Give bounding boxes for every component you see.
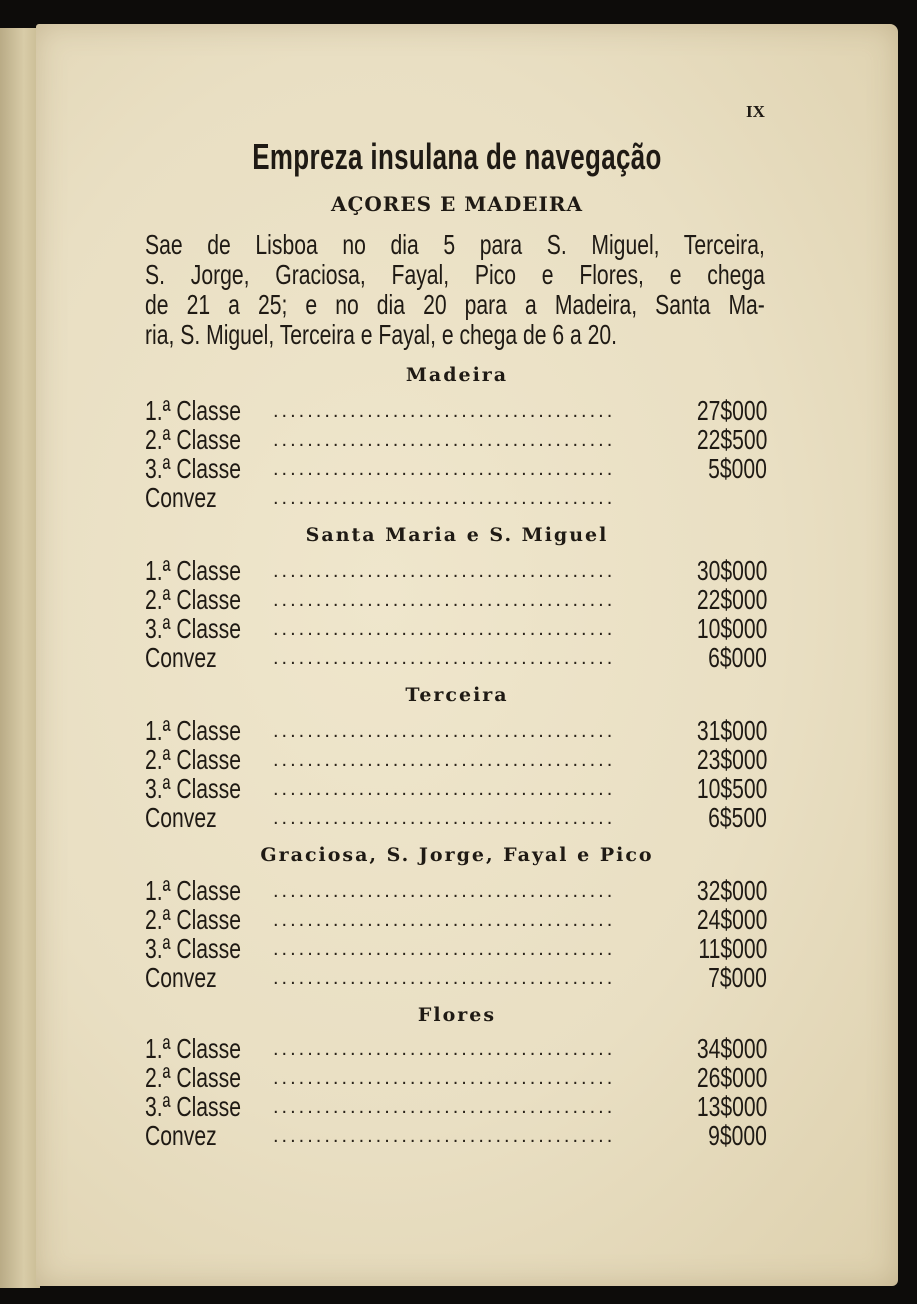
dot-leader: ........................................ xyxy=(273,429,616,451)
dot-leader: ........................................ xyxy=(273,1125,616,1147)
fare-row xyxy=(145,483,767,513)
fare-class-label: 2.ª Classe xyxy=(145,744,241,775)
dot-leader: ........................................ xyxy=(273,560,616,582)
document-page xyxy=(36,24,898,1286)
intro-paragraph xyxy=(145,230,765,350)
fare-class-label: 3.ª Classe xyxy=(145,1091,241,1122)
fare-row xyxy=(145,614,767,644)
fare-price: 31$000 xyxy=(696,715,767,746)
fare-price: 13$000 xyxy=(696,1091,767,1122)
fare-row xyxy=(145,396,767,426)
fare-class-label: 2.ª Classe xyxy=(145,1062,241,1093)
dot-leader: ........................................ xyxy=(273,400,616,422)
fare-row xyxy=(145,934,767,964)
fare-row xyxy=(145,905,767,935)
fare-class-label: Convez xyxy=(145,802,217,833)
page-title: Empreza insulana de navegação xyxy=(252,136,662,177)
fare-price: 22$000 xyxy=(696,584,767,615)
fare-price: 11$000 xyxy=(698,933,767,964)
fare-class-label: 2.ª Classe xyxy=(145,904,241,935)
fare-row xyxy=(145,1034,767,1064)
dot-leader: ........................................ xyxy=(273,778,616,800)
dot-leader: ........................................ xyxy=(273,807,616,829)
fare-price: 10$500 xyxy=(696,773,767,804)
fare-price: 26$000 xyxy=(696,1062,767,1093)
dot-leader: ........................................ xyxy=(273,967,616,989)
fare-class-label: 1.ª Classe xyxy=(145,875,241,906)
fare-row xyxy=(145,454,767,484)
fare-row xyxy=(145,643,767,673)
fare-price: 30$000 xyxy=(696,555,767,586)
dot-leader: ........................................ xyxy=(273,1096,616,1118)
fare-row xyxy=(145,745,767,775)
fare-class-label: 2.ª Classe xyxy=(145,584,241,615)
dot-leader: ........................................ xyxy=(273,1038,616,1060)
fare-price: 24$000 xyxy=(696,904,767,935)
dot-leader: ........................................ xyxy=(273,720,616,742)
dot-leader: ........................................ xyxy=(273,618,616,640)
page-number: IX xyxy=(746,102,765,121)
dot-leader: ........................................ xyxy=(273,909,616,931)
intro-line: ria, S. Miguel, Terceira e Fayal, e chega de 6 a 20. xyxy=(145,319,618,350)
fare-row xyxy=(145,876,767,906)
fare-price: 6$500 xyxy=(708,802,767,833)
fare-price: 22$500 xyxy=(696,424,767,455)
fare-class-label: 3.ª Classe xyxy=(145,453,241,484)
fare-price: 6$000 xyxy=(708,642,767,673)
intro-line: S. Jorge, Graciosa, Fayal, Pico e Flores, e chega xyxy=(145,259,765,290)
fare-class-label: Convez xyxy=(145,962,217,993)
fare-price: 10$000 xyxy=(696,613,767,644)
fare-row xyxy=(145,774,767,804)
dot-leader: ........................................ xyxy=(273,749,616,771)
fare-row xyxy=(145,556,767,586)
section-heading-graciosa-s-jorge-fayal-pico: Graciosa, S. Jorge, Fayal e Pico xyxy=(260,844,654,866)
fare-row xyxy=(145,425,767,455)
dot-leader: ........................................ xyxy=(273,938,616,960)
fare-row xyxy=(145,1121,767,1151)
fare-price: 23$000 xyxy=(696,744,767,775)
fare-row xyxy=(145,1063,767,1093)
intro-line: Sae de Lisboa no dia 5 para S. Miguel, Terceira, xyxy=(145,229,765,260)
dot-leader: ........................................ xyxy=(273,647,616,669)
intro-line: de 21 a 25; e no dia 20 para a Madeira, Santa Ma- xyxy=(145,289,765,320)
fare-row xyxy=(145,803,767,833)
section-heading-terceira: Terceira xyxy=(405,684,509,706)
fare-row xyxy=(145,963,767,993)
dot-leader: ........................................ xyxy=(273,589,616,611)
section-heading-flores: Flores xyxy=(417,1004,497,1026)
fare-class-label: 1.ª Classe xyxy=(145,395,241,426)
fare-class-label: 3.ª Classe xyxy=(145,773,241,804)
dot-leader: ........................................ xyxy=(273,880,616,902)
fare-price: 5$000 xyxy=(708,453,767,484)
fare-price: 32$000 xyxy=(696,875,767,906)
fare-class-label: 3.ª Classe xyxy=(145,613,241,644)
fare-row xyxy=(145,585,767,615)
dot-leader: ........................................ xyxy=(273,487,616,509)
fare-price: 7$000 xyxy=(708,962,767,993)
fare-class-label: 3.ª Classe xyxy=(145,933,241,964)
fare-price: 9$000 xyxy=(708,1120,767,1151)
fare-class-label: 2.ª Classe xyxy=(145,424,241,455)
section-heading-santa-maria-s-miguel: Santa Maria e S. Miguel xyxy=(305,524,609,546)
fare-class-label: Convez xyxy=(145,642,217,673)
fare-class-label: 1.ª Classe xyxy=(145,1033,241,1064)
page-subtitle: AÇORES E MADEIRA xyxy=(330,192,584,216)
fare-class-label: Convez xyxy=(145,1120,217,1151)
facing-page-edge xyxy=(0,28,40,1288)
dot-leader: ........................................ xyxy=(273,1067,616,1089)
fare-class-label: 1.ª Classe xyxy=(145,715,241,746)
fare-class-label: 1.ª Classe xyxy=(145,555,241,586)
dot-leader: ........................................ xyxy=(273,458,616,480)
fare-price: 27$000 xyxy=(696,395,767,426)
fare-price: 34$000 xyxy=(696,1033,767,1064)
section-heading-madeira: Madeira xyxy=(405,364,509,386)
fare-row xyxy=(145,1092,767,1122)
fare-row xyxy=(145,716,767,746)
fare-class-label: Convez xyxy=(145,482,217,513)
